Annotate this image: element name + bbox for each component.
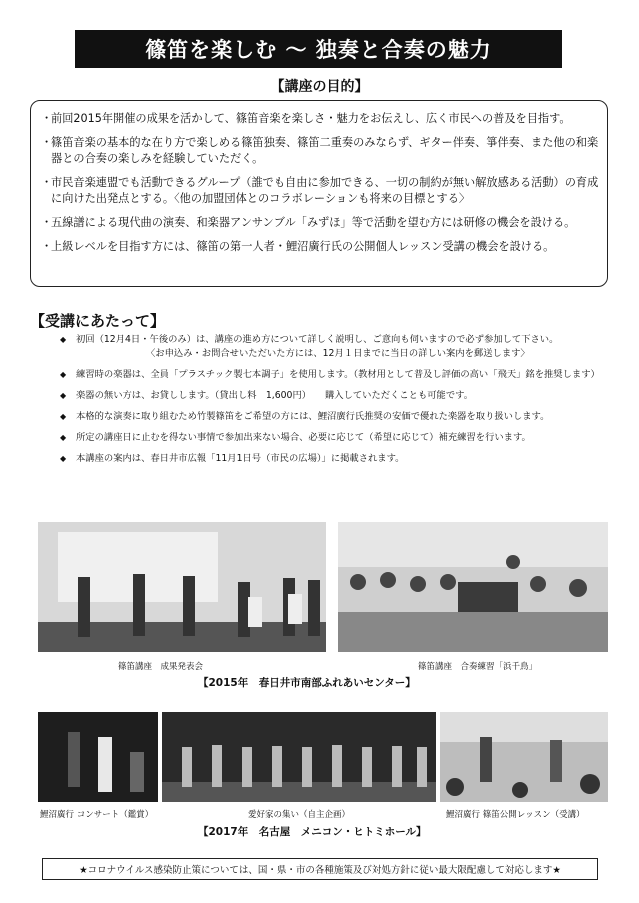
purpose-text: 上級レベルを目指す方には、篠笛の第一人者・鯉沼廣行氏の公開個人レッスン受講の機会を設ける。 xyxy=(51,240,555,253)
bullet-dot: ・ xyxy=(41,112,53,125)
bullet-dot: ・ xyxy=(41,240,53,253)
note-text: 本格的な演奏に取り組むため竹製篠笛をご希望の方には、鯉沼廣行氏推奨の安価で優れた楽器を取り扱いします。 xyxy=(76,411,550,422)
photo-public-lesson xyxy=(440,712,608,802)
note-item xyxy=(60,368,620,382)
diamond-icon: ◆ xyxy=(60,454,67,463)
note-item xyxy=(60,333,620,361)
diamond-icon: ◆ xyxy=(60,412,67,421)
note-text: 所定の講座日に止むを得ない事情で参加出来ない場合、必要に応じて（希望に応じて）補充練習を行います。 xyxy=(76,432,531,443)
purpose-heading: 【講座の目的】 xyxy=(270,79,369,95)
caption-enthusiast-gathering: 愛好家の集い（自主企画） xyxy=(248,810,351,820)
photo-enthusiast-gathering xyxy=(162,712,436,802)
course-heading: 【受講にあたって】 xyxy=(30,312,166,330)
purpose-text: 五線譜による現代曲の演奏、和楽器アンサンブル「みずほ」等で活動を望む方には研修の機会を設ける。 xyxy=(51,216,576,229)
purpose-item xyxy=(41,135,599,167)
note-item xyxy=(60,410,620,424)
caption-public-lesson: 鯉沼廣行 篠笛公開レッスン（受講） xyxy=(446,810,585,820)
purpose-item xyxy=(41,215,599,231)
note-item xyxy=(60,431,620,445)
course-notes xyxy=(60,333,620,473)
bullet-dot: ・ xyxy=(41,216,53,229)
purpose-item xyxy=(41,111,599,127)
caption-recital: 篠笛講座 成果発表会 xyxy=(118,662,204,672)
caption-ensemble-practice: 篠笛講座 合奏練習「浜千鳥」 xyxy=(418,662,538,672)
purpose-item xyxy=(41,175,599,207)
footer-notice: ★コロナウイルス感染防止策については、国・県・市の各種施策及び対処方針に従い最大限配慮して対応します★ xyxy=(42,858,598,880)
venue-2015: 【2015年 春日井市南部ふれあいセンター】 xyxy=(198,677,416,689)
purpose-text: 前回2015年開催の成果を活かして、篠笛音楽を楽しさ・魅力をお伝えし、広く市民への普及を目指す。 xyxy=(51,112,571,125)
caption-concert: 鯉沼廣行 コンサート（鑑賞） xyxy=(40,810,154,820)
note-subtext: 〈お申込み・お問合せいただいた方には、12月１日までに当日の詳しい案内を郵送します〉 xyxy=(146,348,530,359)
note-item xyxy=(60,389,620,403)
bullet-dot: ・ xyxy=(41,176,53,189)
purpose-text: 篠笛音楽の基本的な在り方で楽しめる篠笛独奏、篠笛二重奏のみならず、ギター伴奏、箏伴奏、また他の和楽器との合奏の楽しみを経験していただく。 xyxy=(51,136,599,165)
diamond-icon: ◆ xyxy=(60,391,67,400)
note-text: 練習時の楽器は、全員「プラスチック製七本調子」を使用します。（教材用として普及し評価の高い「飛天」銘を推奨します） xyxy=(76,369,600,380)
bullet-dot: ・ xyxy=(41,136,53,149)
note-text: 初回（12月4日・午後のみ）は、講座の進め方について詳しく説明し、ご意向も伺いますので必ず参加して下さい。 xyxy=(76,334,559,345)
venue-2017: 【2017年 名古屋 メニコン・ヒトミホール】 xyxy=(198,826,427,838)
note-text: 楽器の無い方は、お貸しします。（貸出し料 1,600円） 購入していただくことも可能です。 xyxy=(76,390,473,401)
purpose-text: 市民音楽連盟でも活動できるグループ（誰でも自由に参加できる、一切の制約が無い解放感ある活動）の育成に向けた出発点とする。〈他の加盟団体とのコラボレーションも将来の目標とする〉 xyxy=(51,176,599,205)
diamond-icon: ◆ xyxy=(60,433,67,442)
photo-ensemble-practice xyxy=(338,522,608,652)
photo-concert xyxy=(38,712,158,802)
note-text: 本講座の案内は、春日井市広報「11月1日号（市民の広場）」に掲載されます。 xyxy=(76,453,405,464)
diamond-icon: ◆ xyxy=(60,370,67,379)
purpose-box xyxy=(30,100,608,287)
note-item xyxy=(60,452,620,466)
diamond-icon: ◆ xyxy=(60,335,67,344)
page-title: 篠笛を楽しむ 〜 独奏と合奏の魅力 xyxy=(75,30,562,68)
photo-recital xyxy=(38,522,326,652)
purpose-item xyxy=(41,239,599,255)
